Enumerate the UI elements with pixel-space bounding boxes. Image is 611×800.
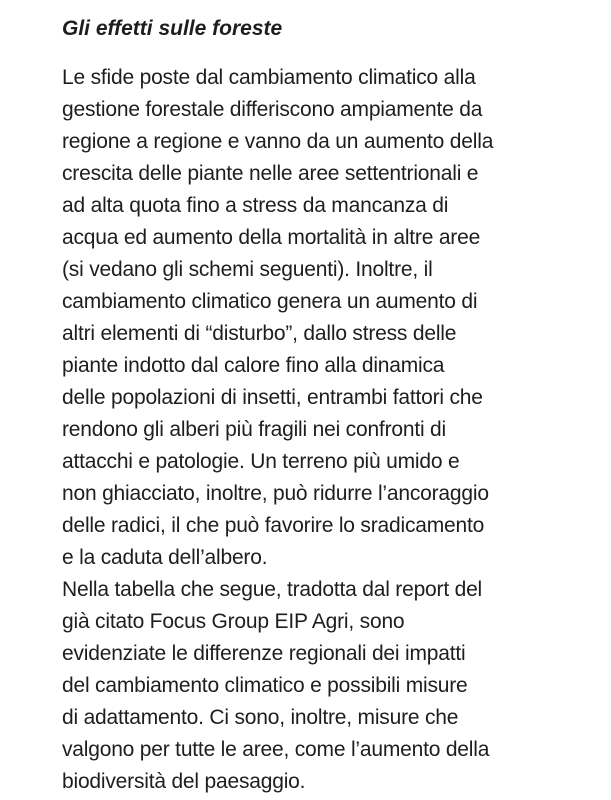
- text-line: Nella tabella che segue, tradotta dal report del: [62, 578, 483, 601]
- text-line: delle radici, il che può favorire lo sradicamento: [62, 514, 485, 537]
- section-heading: Gli effetti sulle foreste: [62, 17, 283, 40]
- text-line: attacchi e patologie. Un terreno più umido e: [62, 450, 460, 473]
- text-line: cambiamento climatico genera un aumento di: [62, 290, 478, 313]
- article: [62, 14, 602, 798]
- text-line: crescita delle piante nelle aree settentrionali e: [62, 162, 479, 185]
- text-line: valgono per tutte le aree, come l’aumento della: [62, 738, 490, 761]
- paragraph-regional-table-intro: [62, 574, 602, 798]
- text-line: gestione forestale differiscono ampiamente da: [62, 98, 483, 121]
- text-line: regione a regione e vanno da un aumento della: [62, 130, 494, 153]
- text-line: rendono gli alberi più fragili nei confronti di: [62, 418, 447, 441]
- paragraph-forest-challenges: [62, 62, 602, 574]
- text-line: piante indotto dal calore fino alla dinamica: [62, 354, 445, 377]
- text-line: acqua ed aumento della mortalità in altre aree: [62, 226, 481, 249]
- text-line: del cambiamento climatico e possibili misure: [62, 674, 468, 697]
- text-line: biodiversità del paesaggio.: [62, 770, 306, 793]
- text-line: Le sfide poste dal cambiamento climatico alla: [62, 66, 476, 89]
- text-line: altri elementi di “disturbo”, dallo stress delle: [62, 322, 457, 345]
- text-line: non ghiacciato, inoltre, può ridurre l’ancoraggio: [62, 482, 489, 505]
- text-line: (si vedano gli schemi seguenti). Inoltre, il: [62, 258, 433, 281]
- text-line: evidenziate le differenze regionali dei impatti: [62, 642, 466, 665]
- text-line: già citato Focus Group EIP Agri, sono: [62, 610, 405, 633]
- text-line: di adattamento. Ci sono, inoltre, misure che: [62, 706, 459, 729]
- text-line: ad alta quota fino a stress da mancanza di: [62, 194, 449, 217]
- text-line: delle popolazioni di insetti, entrambi fattori che: [62, 386, 483, 409]
- text-line: e la caduta dell’albero.: [62, 546, 268, 569]
